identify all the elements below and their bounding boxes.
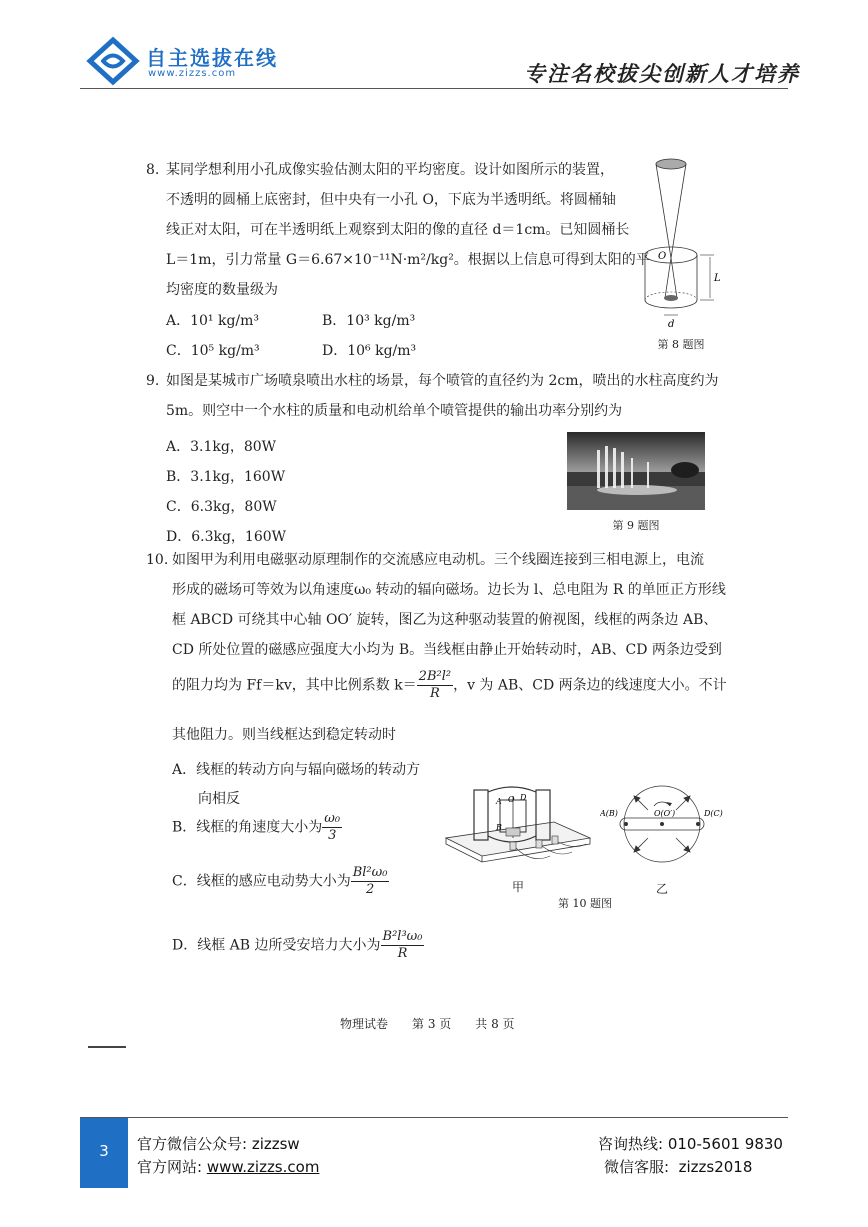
- q8-fig-label-l: L: [714, 273, 721, 284]
- option-b: B．10³ kg/m³: [322, 313, 416, 329]
- q10-line-5b: ，v 为 AB、CD 两条边的线速度大小。不计: [453, 677, 727, 694]
- website-link[interactable]: www.zizzs.com: [206, 1158, 320, 1176]
- fountain-photo: [567, 432, 705, 510]
- question-number: 8.: [146, 162, 160, 178]
- q10-figure-yi: [600, 772, 725, 878]
- option-a: A．3.1kg，80W: [166, 439, 277, 455]
- option-b: B．线框的角速度大小为 $\frac{\text{ω₀}}{3}$: [172, 811, 341, 843]
- logo-url[interactable]: www.zizzs.com: [148, 68, 237, 79]
- website-label: 官方网站:: [137, 1158, 207, 1176]
- option-d: D．6.3kg，160W: [166, 529, 287, 545]
- option-a-cont: 向相反: [198, 791, 240, 807]
- header-divider: [80, 88, 788, 89]
- q8-fig-label-o: O: [658, 251, 667, 262]
- fig-jia-a: A: [496, 797, 502, 806]
- fraction-d: $\frac{\text{B²l³ω₀}}{R}$: [382, 929, 423, 961]
- fig-jia-o: O: [508, 795, 515, 804]
- logo-text: 自主选拔在线: [146, 46, 278, 70]
- fig-jia-d: D: [520, 793, 527, 802]
- option-a: A．线框的转动方向与辐向磁场的转动方: [172, 762, 421, 778]
- footer-mark: [88, 1046, 126, 1048]
- q10-caption: 第 10 题图: [558, 897, 612, 910]
- fig-jia-label: 甲: [512, 880, 525, 894]
- fig-yi-dc: D(C): [704, 809, 723, 818]
- logo-icon: [86, 36, 140, 86]
- q9-line-1: 如图是某城市广场喷泉喷出水柱的场景，每个喷管的直径约为 2cm，喷出的水柱高度约为: [166, 373, 719, 389]
- option-d: D．线框 AB 边所受安培力大小为 $\frac{\text{B²l³ω₀}}{R}$: [172, 929, 423, 961]
- q10-figure-jia: [440, 778, 600, 878]
- slogan: 专注名校拔尖创新人才培养: [524, 61, 800, 86]
- q8-caption: 第 8 题图: [657, 338, 705, 351]
- fraction-b: $\frac{\text{ω₀}}{3}$: [324, 811, 341, 843]
- option-a: A．10¹ kg/m³: [166, 313, 260, 329]
- q8-line-1: 某同学想利用小孔成像实验估测太阳的平均密度。设计如图所示的装置，: [166, 162, 614, 178]
- page-footer: 物理试卷 第 3 页 共 8 页: [340, 1017, 515, 1031]
- fraction-k: $\frac{\text{2B²l²}}{R}$: [418, 669, 452, 701]
- website: [137, 1156, 319, 1177]
- q10-line-3: 框 ABCD 可绕其中心轴 OO′ 旋转，图乙为这种驱动装置的俯视图，线框的两条边 AB、: [172, 612, 718, 628]
- q9-line-2: 5m。则空中一个水柱的质量和电动机给单个喷管提供的输出功率分别约为: [166, 403, 623, 419]
- fig-jia-b: B: [496, 823, 502, 832]
- q10-line-5: [172, 669, 727, 702]
- q10-line-6: 其他阻力。则当线框达到稳定转动时: [172, 727, 396, 743]
- header: [0, 0, 868, 92]
- option-c: C．10⁵ kg/m³: [166, 343, 260, 359]
- question-number: 9.: [146, 373, 160, 389]
- fig-yi-ab: A(B): [600, 809, 618, 818]
- option-d: D．10⁶ kg/m³: [322, 343, 417, 359]
- option-c: C．6.3kg，80W: [166, 499, 277, 515]
- q8-fig-label-d: d: [668, 319, 675, 330]
- page-number-box: [80, 1118, 128, 1188]
- q9-caption: 第 9 题图: [612, 519, 660, 532]
- q8-line-4: L＝1m，引力常量 G＝6.67×10⁻¹¹N·m²/kg²。根据以上信息可得到太阳的平: [166, 252, 650, 268]
- q10-line-4: CD 所处位置的磁感应强度大小均为 B。当线框由静止开始转动时，AB、CD 两条边受到: [172, 642, 722, 658]
- q10-line-5a: 的阻力均为 Ff＝kv，其中比例系数 k＝: [172, 677, 417, 694]
- q10-line-2: 形成的磁场可等效为以角速度ω₀ 转动的辐向磁场。边长为 l、总电阻为 R 的单匝正方形线: [172, 582, 726, 598]
- q8-line-5: 均密度的数量级为: [166, 282, 278, 298]
- page-number: 3: [99, 1142, 109, 1160]
- wechat-account: 官方微信公众号: zizzsw: [137, 1135, 300, 1153]
- q8-figure: [636, 155, 726, 335]
- wechat-service: 微信客服: zizzs2018: [604, 1158, 753, 1176]
- bottom-divider: [80, 1117, 788, 1118]
- q10-line-1: 如图甲为利用电磁驱动原理制作的交流感应电动机。三个线圈连接到三相电源上，电流: [172, 552, 704, 568]
- q8-line-2: 不透明的圆桶上底密封，但中央有一小孔 O，下底为半透明纸。将圆桶轴: [166, 192, 616, 208]
- option-b: B．3.1kg，160W: [166, 469, 286, 485]
- fraction-c: $\frac{\text{Bl²ω₀}}{2}$: [352, 865, 388, 897]
- hotline: 咨询热线: 010-5601 9830: [598, 1135, 783, 1153]
- q8-line-3: 线正对太阳，可在半透明纸上观察到太阳的像的直径 d＝1cm。已知圆桶长: [166, 222, 630, 238]
- fig-yi-oo: O(O′): [654, 809, 676, 818]
- fig-yi-label: 乙: [656, 882, 669, 896]
- option-c: C．线框的感应电动势大小为 $\frac{\text{Bl²ω₀}}{2}$: [172, 865, 388, 897]
- question-number: 10.: [146, 552, 169, 568]
